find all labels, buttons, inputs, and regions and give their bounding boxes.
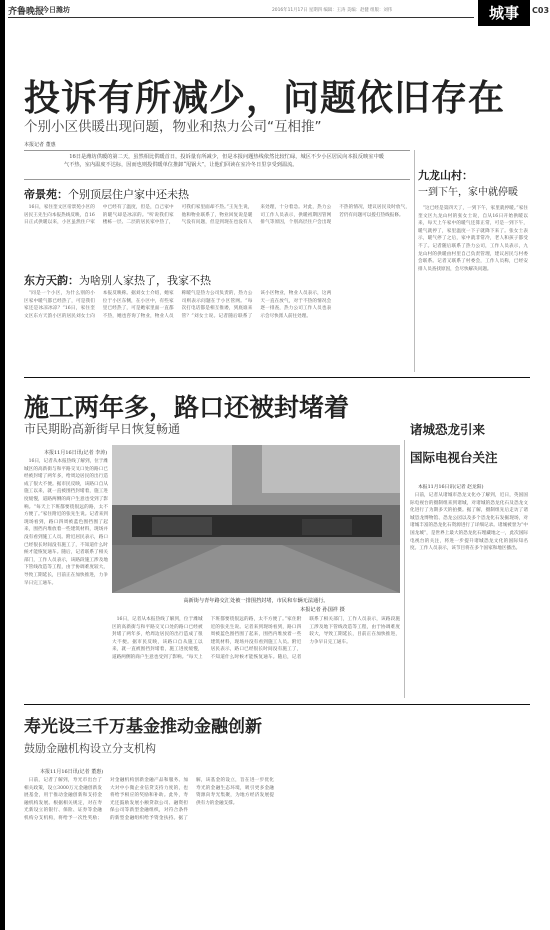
rule-1 [24, 377, 530, 378]
story3-subhead: 鼓励金融机构设立分支机构 [24, 742, 156, 755]
section-name: 城事 [488, 4, 519, 22]
story3-body: 日前，记者了解到，寿光市出台了相关政策，设立3000万元金融创新发展基金，用于推动金融创新和支持金融机构发展。根据相关规定，对在寿光新设立的银行、保险、证券等金融机构分支机构，将给予一次性奖励；对金融机构创新金融产品和服务、加大对中小微企业信贷支持力度的，也将给予相应的奖励和补助。此外，寿光还鼓励发展小额贷款公司、融资担保公司等新型金融组织，对符合条件的新型金融组织给予资金扶持。据了解，该基金的设立，旨在进一步优化寿光的金融生态环境，吸引更多金融资源向寿光集聚，为地方经济发展提供有力的金融支撑。 [24, 778, 274, 821]
sec1-body: 16日，家住奎文区帝景苑小区的居民王先生向本报热线反映，自16日正式供暖以来，小区虽然住户家中已经有了温度，但是，自己家中的暖气却是冰凉的。“听说我们家楼栋一层、二层的居民家中热了，可我们家里面却不热。”王先生说，他和物业联系了，物业回复说是暖气没有问题，但是到现在也没有人来处理，十分着急。对此，热力公司工作人员表示，供暖初期因管网排气等原因，个别高层住户会出现不热的情况，建议居民及时放气，若仍有问题可以拨打热线报修。 [24, 205, 410, 226]
story2-body-bottom: 16日，记者从本报热线了解到，位于潍城区的高新街与和平路交叉口处的路口已经被封堵了两年多，给周边居民的出行造成了很大不便。据市民反映，该路口自从施工以来，就一直被围挡封堵着，施工进度缓慢，道路两侧的商户生意也受到了影响。“每天上下班都要绕很远的路，太不方便了。”家住附近的张先生说。记者来到现场看到，路口四周被蓝色围挡围了起来，围挡内堆放着一些建筑材料，现场并没有看到施工人员。附近居民表示，路口已经很长时间没有施工了，不知道什么时候才能恢复通车。随后，记者联系了相关部门，工作人员表示，该路段施工涉及地下管线改造等工程，由于协调难度较大，导致工期延长，目前正在加快推进，力争早日完工通车。 [112, 617, 400, 660]
rule-2 [24, 704, 530, 705]
lead-headline: 投诉有所减少，问题依旧存在 [24, 78, 506, 119]
lead-byline: 本报记者 董惠 [24, 142, 56, 148]
side1-divider [414, 150, 415, 372]
sec2-sub: 为啥别人家热了，我家不热 [79, 274, 211, 287]
lead-intro-rule [24, 150, 410, 151]
side1-title: 九龙山村： [418, 169, 473, 182]
story2-photo-credit: 本报记者 孙国祥 摄 [300, 607, 345, 613]
story3-byline: 本报11月16日讯(记者 董惠) [40, 769, 104, 775]
sec1-title [24, 186, 189, 202]
date-line: 2016年11月17日 星期四 编辑：王涛 美编：赵健 组版：刘伟 [272, 8, 393, 13]
side1-body: “这已经是第四天了，一到下午，家里就停暖。”家住奎文区九龙山村的张女士说，自从16日开始供暖以来，每天上午家中的暖气还算正常，可是一到下午，暖气就停了，家里温度一下子就降下来了。张女士表示，暖气停了之后，家中就非常冷，老人和孩子都受不了。记者随后联系了热力公司，工作人员表示，九龙山村的供暖由村里自己负责管理，建议居民与村委会联系。记者又联系了村委会，工作人员称，已经安排人员查找原因，会尽快解决问题。 [418, 206, 528, 272]
story2-byline: 本报11月16日讯(记者 李涛) [44, 450, 108, 456]
story3-headline: 寿光设三千万基金推动金融创新 [24, 717, 262, 737]
page-number: C03 [532, 6, 550, 15]
side2-body: 日前，记者从诸城市恐龙文化办了解到，近日，英国国际电视台的摄制组来到诸城，对诸城的恐龙化石及恐龙文化进行了为期多天的拍摄。据了解，摄制组先后走访了诸城恐龙博物馆、恐龙公园以及多个恐龙化石发掘现场，对诸城丰富的恐龙化石资源进行了详细记录。诸城被誉为“中国龙城”，是世界上最大的恐龙化石埋藏地之一，此次国际电视台的关注，将进一步提升诸城恐龙文化的国际知名度。工作人员表示，该节目将在多个国家和地区播出。 [410, 493, 528, 552]
left-edge-strip [0, 0, 5, 930]
sec2-title [24, 272, 211, 288]
story2-caption: 高新街与青年路交汇处被一排围挡封堵，市民和车辆无法通行。 [183, 598, 329, 604]
side2-byline: 本报11月16日讯(记者 赵龙阳) [418, 485, 484, 490]
lead-subhead: 个别小区供暖出现问题，物业和热力公司“互相推” [24, 119, 322, 135]
story2-photo [112, 445, 400, 593]
side2-headline-1: 诸城恐龙引来 [410, 422, 486, 437]
sec1-sub: 个别顶层住户家中还未热 [68, 188, 189, 201]
story2-headline: 施工两年多，路口还被封堵着 [24, 393, 350, 422]
sec2-label: 东方天韵： [24, 274, 79, 287]
lead-intro-rule-bottom [24, 179, 410, 180]
side2-divider [404, 440, 405, 698]
lead-intro: 16日是潍坊供暖的第二天，虽然相比供暖首日，投诉量有所减少，但是本报问题热线依然比较忙碌，城区不少小区居民向本报反映室中暖气不热，室内温度不达标，因而也则投供暖单位推卸“甩锅大”，让他们回读在室冷冬日里享受到温流。 [64, 154, 384, 168]
sec2-body: “同是一个小区，为什么别的小区家中暖气都已经热了，可是我们家还是冰凉冰凉？”16日，家住奎文区东方天韵小区的居民刘女士向本报反映称。据刘女士介绍，她家位于小区东侧，在小区中，有些家里已经热了，可是她家里面一直都不热，她也咨询了物业，物业人员称暖气是热力公司负责的，热力公司则表示问题在于小区管网。“每次打电话都是相互推诿，到底谁来管？”刘女士说。记者随后联系了该小区物业，物业人员表示，这两天一直在放气，对于不热的情况会逐一排查，热力公司工作人员也表示会尽快派人前往处理。 [24, 291, 332, 319]
sec1-label: 帝景苑： [24, 188, 68, 201]
side2-headline-2: 国际电视台关注 [410, 450, 498, 465]
section-tag: 今日潍坊 [42, 6, 70, 14]
section-badge [478, 0, 530, 26]
side1-sub: 一到下午，家中就停暖 [418, 187, 518, 198]
street-photo-illustration [112, 445, 400, 593]
header-rule [8, 17, 474, 18]
logo: 齐鲁晚报 [8, 7, 45, 17]
story2-subhead: 市民期盼高新街早日恢复畅通 [24, 422, 181, 436]
story2-body-left: 16日，记者从本报热线了解到，位于潍城区的高新街与和平路交叉口处的路口已经被封堵了两年多，给周边居民的出行造成了很大不便。据市民反映，该路口自从施工以来，就一直被围挡封堵着，施工进度缓慢，道路两侧的商户生意也受到了影响。“每天上下班都要绕很远的路，太不方便了。”家住附近的张先生说。记者来到现场看到，路口四周被蓝色围挡围了起来，围挡内堆放着一些建筑材料，现场并没有看到施工人员。附近居民表示，路口已经很长时间没有施工了，不知道什么时候才能恢复通车。随后，记者联系了相关部门，工作人员表示，该路段施工涉及地下管线改造等工程，由于协调难度较大，导致工期延长，目前正在加快推进，力争早日完工通车。 [24, 459, 108, 586]
